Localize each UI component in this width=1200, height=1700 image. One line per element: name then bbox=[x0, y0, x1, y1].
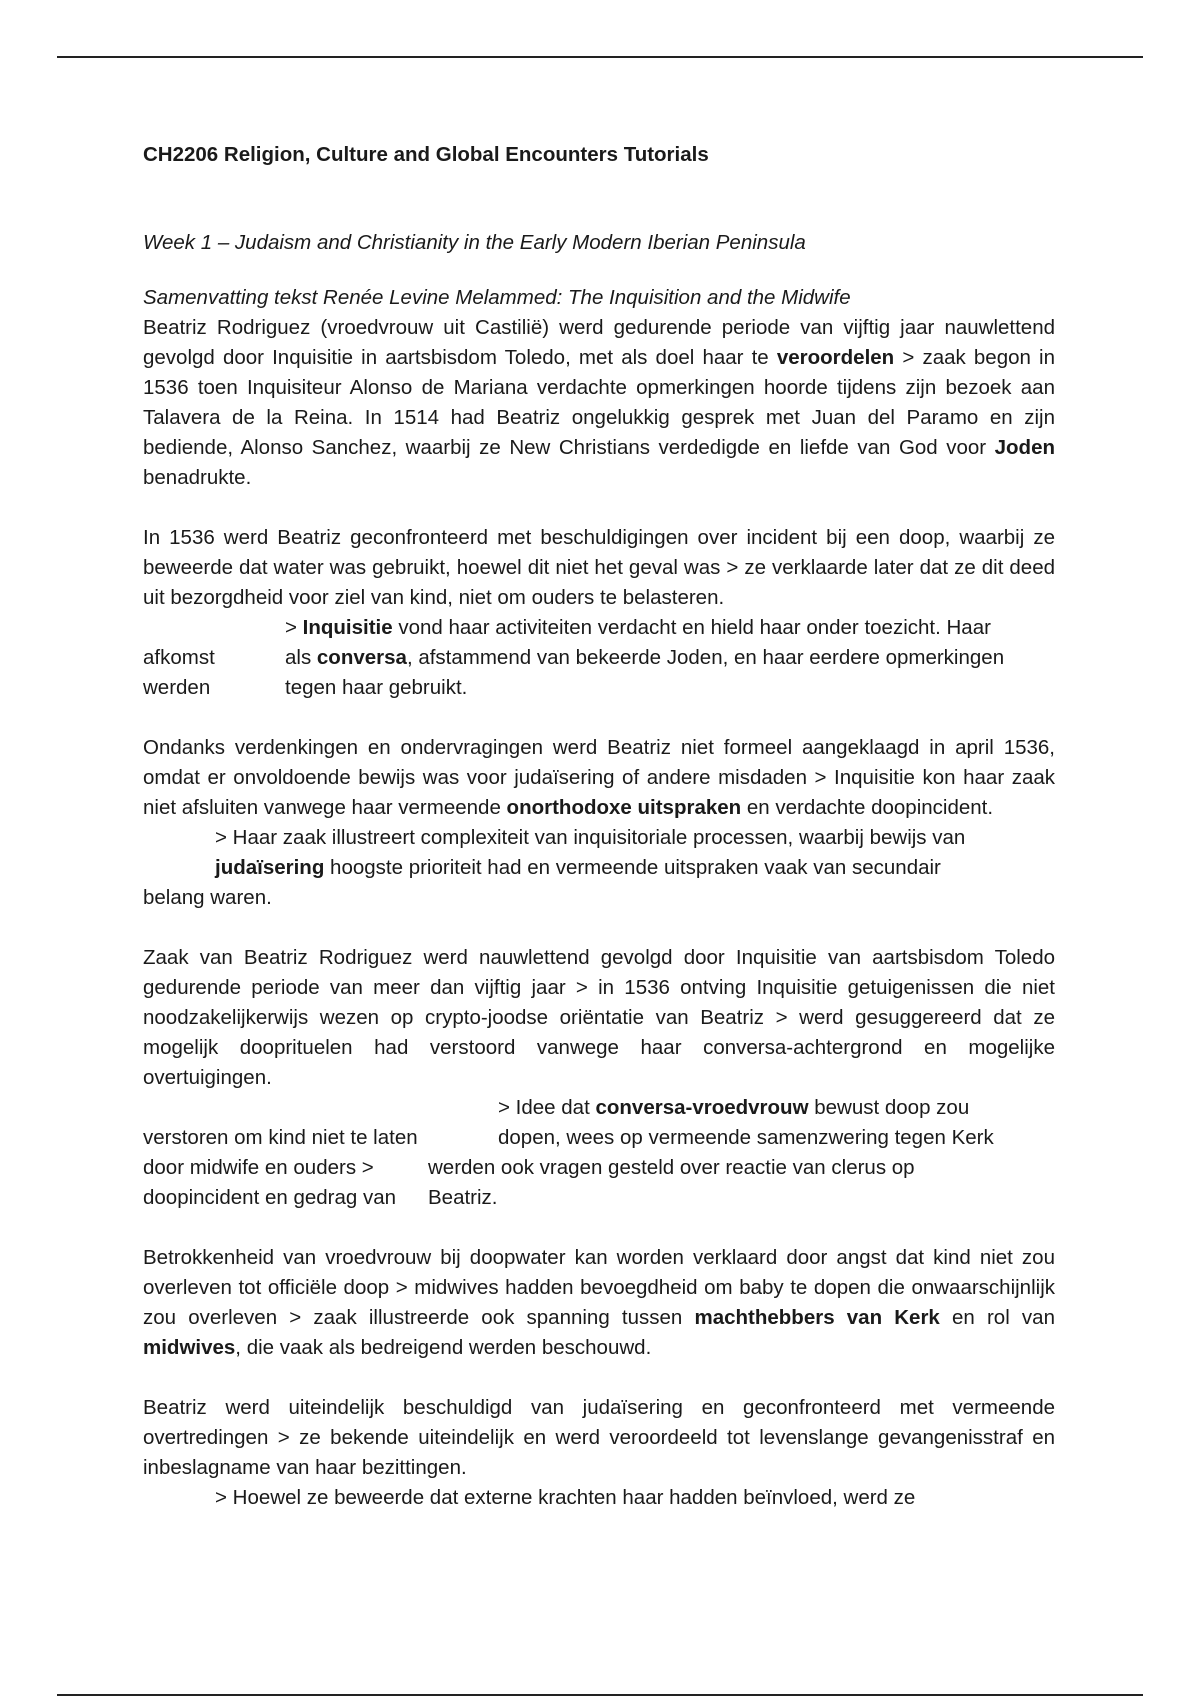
paragraph-3-sub bbox=[143, 853, 1055, 883]
left-fragment: doopincident en gedrag van bbox=[143, 1186, 397, 1209]
paragraph-2-split-line bbox=[143, 643, 1055, 673]
summary-heading: Samenvatting tekst Renée Levine Melammed: The Inquisition and the Midwife bbox=[143, 286, 851, 309]
spacer bbox=[143, 703, 1055, 733]
spacer bbox=[143, 170, 1055, 228]
paragraph-3-sub: belang waren. bbox=[143, 886, 272, 909]
bold-run: Joden bbox=[994, 436, 1055, 459]
bold-run: Inquisitie bbox=[302, 616, 393, 639]
paragraph-6: Beatriz werd uiteindelijk beschuldigd van judaïsering en geconfronteerd met vermeende overtredingen > ze bekende uiteindelijk en werd veroordeeld tot levenslange gevangenisstraf en inbeslagname van haar bezittingen. bbox=[143, 1396, 1055, 1479]
text-run: Ondanks verdenkingen en ondervragingen werd Beatriz niet formeel aangeklaagd in april 1536, omdat er onvoldoende bewijs was voor judaïsering of andere misdaden > Inquisitie kon haar zaak niet afsluiten vanwege haar vermeende bbox=[143, 736, 1055, 819]
document-title: CH2206 Religion, Culture and Global Encounters Tutorials bbox=[143, 143, 709, 166]
spacer bbox=[143, 258, 1055, 283]
bold-run: judaïsering bbox=[215, 856, 325, 879]
text-run: bewust doop zou bbox=[808, 1096, 970, 1119]
text-run: , die vaak als bedreigend werden beschouwd. bbox=[235, 1336, 652, 1359]
right-fragment: dopen, wees op vermeende samenzwering tegen Kerk bbox=[498, 1126, 994, 1149]
text-run: , afstammend van bekeerde Joden, en haar eerdere opmerkingen bbox=[406, 646, 1005, 669]
paragraph-4: Zaak van Beatriz Rodriguez werd nauwlettend gevolgd door Inquisitie van aartsbisdom Toledo gedurende periode van meer dan vijftig jaar > in 1536 ontving Inquisitie getuigenissen die niet noodzakelijkerwijs wezen op crypto-joodse oriëntatie van Beatriz > werd gesuggereerd dat ze mogelijk dooprituelen had verstoord vanwege haar conversa-achtergrond en mogelijke overtuigingen. bbox=[143, 946, 1055, 1089]
paragraph-2-split-line bbox=[143, 673, 1055, 703]
right-fragment: tegen haar gebruikt. bbox=[285, 676, 468, 699]
bold-run: conversa-vroedvrouw bbox=[595, 1096, 809, 1119]
paragraph-4-split-line bbox=[143, 1123, 1055, 1153]
right-fragment: werden ook vragen gesteld over reactie van clerus op bbox=[428, 1156, 915, 1179]
bold-run: veroordelen bbox=[776, 346, 895, 369]
left-fragment: werden bbox=[143, 676, 211, 699]
paragraph-1 bbox=[143, 313, 1055, 493]
paragraph-4-sub bbox=[143, 1093, 1055, 1123]
text-run: > zaak begon in 1536 toen Inquisiteur Alonso de Mariana verdachte opmerkingen hoorde tijdens zijn bezoek aan Talavera de la Reina. In 1514 had Beatriz ongelukkig gesprek met Juan del Paramo en zijn bediende, Alonso Sanchez, waarbij ze New Christians verdedigde en liefde van God voor bbox=[143, 346, 1055, 459]
left-fragment: door midwife en ouders > bbox=[143, 1156, 374, 1179]
paragraph-3 bbox=[143, 733, 1055, 823]
spacer bbox=[143, 913, 1055, 943]
header-rule bbox=[57, 56, 1143, 58]
text-run: > Idee dat bbox=[498, 1096, 596, 1119]
text-run: en rol van bbox=[939, 1306, 1055, 1329]
bold-run: machthebbers van Kerk bbox=[694, 1306, 940, 1329]
paragraph-4-split-line bbox=[143, 1183, 1055, 1213]
bold-run: onorthodoxe uitspraken bbox=[506, 796, 742, 819]
text-run: vond haar activiteiten verdacht en hield haar onder toezicht. Haar bbox=[392, 616, 991, 639]
spacer bbox=[143, 1363, 1055, 1393]
paragraph-4-split-line bbox=[143, 1153, 1055, 1183]
bold-run: midwives bbox=[143, 1336, 236, 1359]
spacer bbox=[143, 493, 1055, 523]
paragraph-2: In 1536 werd Beatriz geconfronteerd met beschuldigingen over incident bij een doop, waarbij ze beweerde dat water was gebruikt, hoewel dit niet het geval was > ze verklaarde later dat ze dit deed uit bezorgdheid voor ziel van kind, niet om ouders te belasteren. bbox=[143, 526, 1055, 609]
text-run: Beatriz Rodriguez (vroedvrouw uit Castilië) werd gedurende periode van vijftig jaar nauwlettend gevolgd door Inquisitie in aartsbisdom Toledo, met als doel haar te bbox=[143, 316, 1055, 369]
left-fragment: verstoren om kind niet te laten bbox=[143, 1126, 418, 1149]
spacer bbox=[143, 1213, 1055, 1243]
text-run: Betrokkenheid van vroedvrouw bij doopwater kan worden verklaard door angst dat kind niet zou overleven tot officiële doop > midwives hadden bevoegdheid om baby te dopen die onwaarschijnlijk zou overleven > zaak illustreerde ook spanning tussen bbox=[143, 1246, 1055, 1329]
paragraph-5 bbox=[143, 1243, 1055, 1363]
week-heading: Week 1 – Judaism and Christianity in the Early Modern Iberian Peninsula bbox=[143, 231, 806, 254]
right-fragment bbox=[285, 643, 1055, 673]
paragraph-6-sub: > Hoewel ze beweerde dat externe krachten haar hadden beïnvloed, werd ze bbox=[215, 1486, 916, 1509]
text-run: als bbox=[285, 646, 317, 669]
paragraph-3-sub: > Haar zaak illustreert complexiteit van inquisitoriale processen, waarbij bewijs van bbox=[215, 826, 966, 849]
text-run: > bbox=[285, 616, 303, 639]
text-run: en verdachte doopincident. bbox=[741, 796, 994, 819]
document-body bbox=[143, 140, 1055, 1513]
paragraph-2-sub bbox=[143, 613, 1055, 643]
text-run: hoogste prioriteit had en vermeende uitspraken vaak van secundair bbox=[324, 856, 941, 879]
bold-run: conversa bbox=[316, 646, 407, 669]
text-run: benadrukte. bbox=[143, 466, 252, 489]
left-fragment: afkomst bbox=[143, 646, 215, 669]
footer-rule bbox=[57, 1694, 1143, 1696]
right-fragment: Beatriz. bbox=[428, 1186, 498, 1209]
